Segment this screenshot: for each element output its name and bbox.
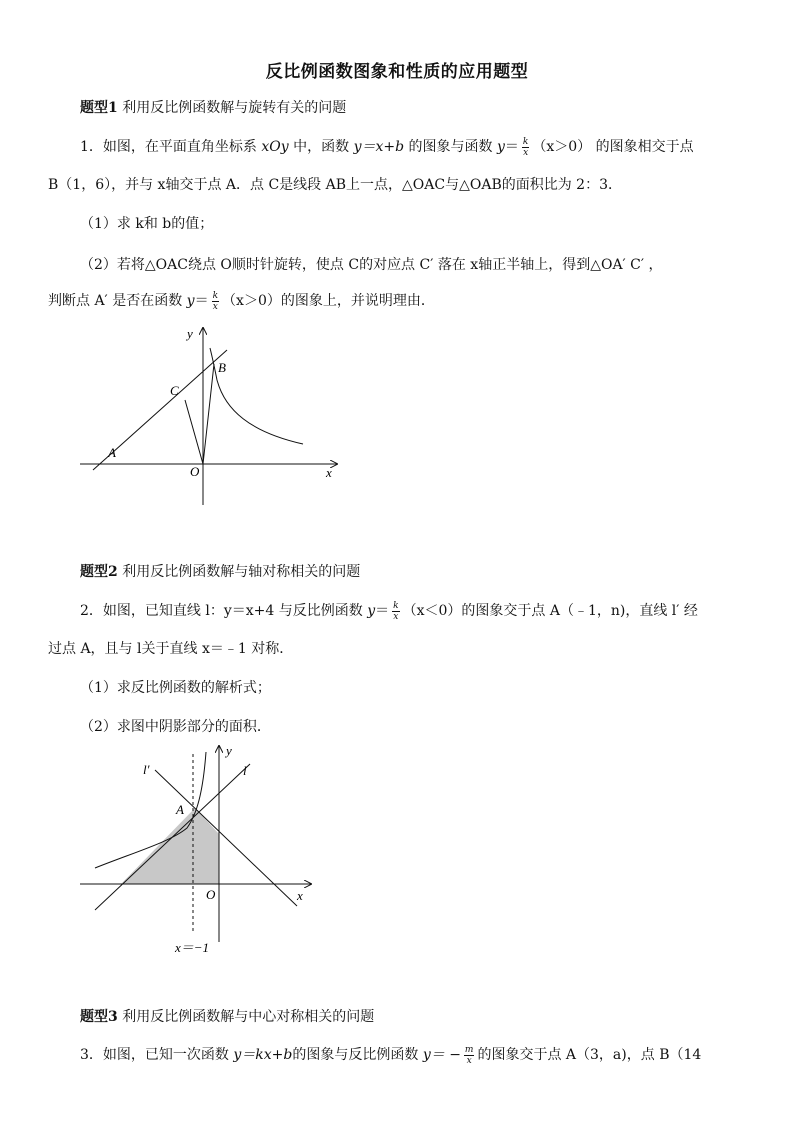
q1-xoy: xOy <box>261 139 289 155</box>
q3-text-a: 3．如图，已知一次函数 <box>80 1047 229 1063</box>
q1-line2: B（1，6），并与 x轴交于点 A．点 C是线段 AB上一点，△OAC与△OAB的面积比为 2：3． <box>48 177 622 193</box>
q2-y: y <box>367 603 376 619</box>
q1-text-c: 的图象与函数 <box>408 139 493 155</box>
section3-label: 题型3 <box>80 1009 118 1025</box>
fig1-label-o: O <box>190 464 200 479</box>
q2-part2: （2）求图中阴影部分的面积． <box>80 719 271 735</box>
q2-part1: （1）求反比例函数的解析式； <box>80 680 271 696</box>
q1-cond: （x＞0） <box>532 139 592 155</box>
q1-part2-text-a: 判断点 A′ 是否在函数 <box>48 293 183 309</box>
q1-part1: （1）求 k和 b的值； <box>80 216 214 232</box>
section3-heading <box>80 1006 374 1026</box>
q2-fraction: $\frac{k}{x}$ <box>393 600 399 622</box>
q1-part2-line2 <box>48 290 435 312</box>
section1-heading <box>80 97 346 117</box>
q2-line2: 过点 A，且与 l关于直线 x＝﹣1 对称． <box>48 641 294 657</box>
q1-text-d: 的图象相交于点 <box>595 139 694 155</box>
fig2-label-o: O <box>206 887 216 902</box>
fig1-triangle-sides <box>185 364 214 464</box>
fig2-shaded-region <box>121 808 219 884</box>
section2-heading <box>80 561 360 581</box>
q1-line1 <box>80 136 694 158</box>
section3-title: 利用反比例函数解与中心对称相关的问题 <box>122 1009 375 1025</box>
q3-text-b: 的图象与反比例函数 <box>292 1047 419 1063</box>
q1-part2-y: y <box>186 293 195 309</box>
fig2-label-x: x <box>297 888 303 903</box>
q1-eq: y＝x+b <box>353 139 405 155</box>
q2-eqsign: ＝ <box>375 603 390 619</box>
q1-text-a: 1．如图，在平面直角坐标系 <box>80 139 257 155</box>
fig2-label-l: l <box>243 763 247 778</box>
q1-part2-eqsign: ＝ <box>194 293 209 309</box>
section1-label: 题型1 <box>80 100 118 116</box>
fig2-label-l-prime: l′ <box>143 762 150 777</box>
q1-fraction: $\frac{k}{x}$ <box>522 136 529 158</box>
q2-line1 <box>80 600 698 622</box>
fig1-label-x: x <box>326 465 332 480</box>
fig2-label-a: A <box>176 802 184 817</box>
q3-eq: y＝kx+b <box>233 1047 293 1063</box>
fig1-label-b: B <box>218 360 226 375</box>
section2-label: 题型2 <box>80 564 118 580</box>
q3-minus: − <box>449 1047 461 1063</box>
q3-y: y＝ <box>422 1047 445 1063</box>
figure1-diagram <box>75 320 345 510</box>
q3-line1 <box>80 1044 701 1066</box>
q3-text-c: 的图象交于点 A（3，a)，点 B（14 <box>477 1047 702 1063</box>
q2-text-b: （x＜0）的图象交于点 A（﹣1，n)，直线 l′ 经 <box>402 603 698 619</box>
q1-part2-line1: （2）若将△OAC绕点 O顺时针旋转，使点 C的对应点 C′ 落在 x轴正半轴上，得到△OA′ C′ ， <box>80 257 663 273</box>
fig2-label-x-neg1: x＝−1 <box>175 940 210 955</box>
figure2-diagram <box>75 742 325 957</box>
page-title: 反比例函数图象和性质的应用题型 <box>265 62 529 82</box>
fig1-label-c: C <box>170 383 179 398</box>
q1-part2-text-b: （x＞0）的图象上，并说明理由． <box>222 293 435 309</box>
q2-text-a: 2．如图，已知直线 l：y＝x+4 与反比例函数 <box>80 603 363 619</box>
section1-title: 利用反比例函数解与旋转有关的问题 <box>122 100 347 116</box>
section2-title: 利用反比例函数解与轴对称相关的问题 <box>122 564 361 580</box>
q3-fraction: $\frac{m}{x}$ <box>464 1044 474 1066</box>
q1-eqsign: ＝ <box>504 139 519 155</box>
q1-part2-fraction: $\frac{k}{x}$ <box>212 290 219 312</box>
fig2-label-y: y <box>226 743 232 758</box>
fig1-label-y: y <box>187 326 193 341</box>
fig1-label-a: A <box>108 445 116 460</box>
q1-text-b: 中，函数 <box>293 139 350 155</box>
q1-y: y <box>496 139 505 155</box>
